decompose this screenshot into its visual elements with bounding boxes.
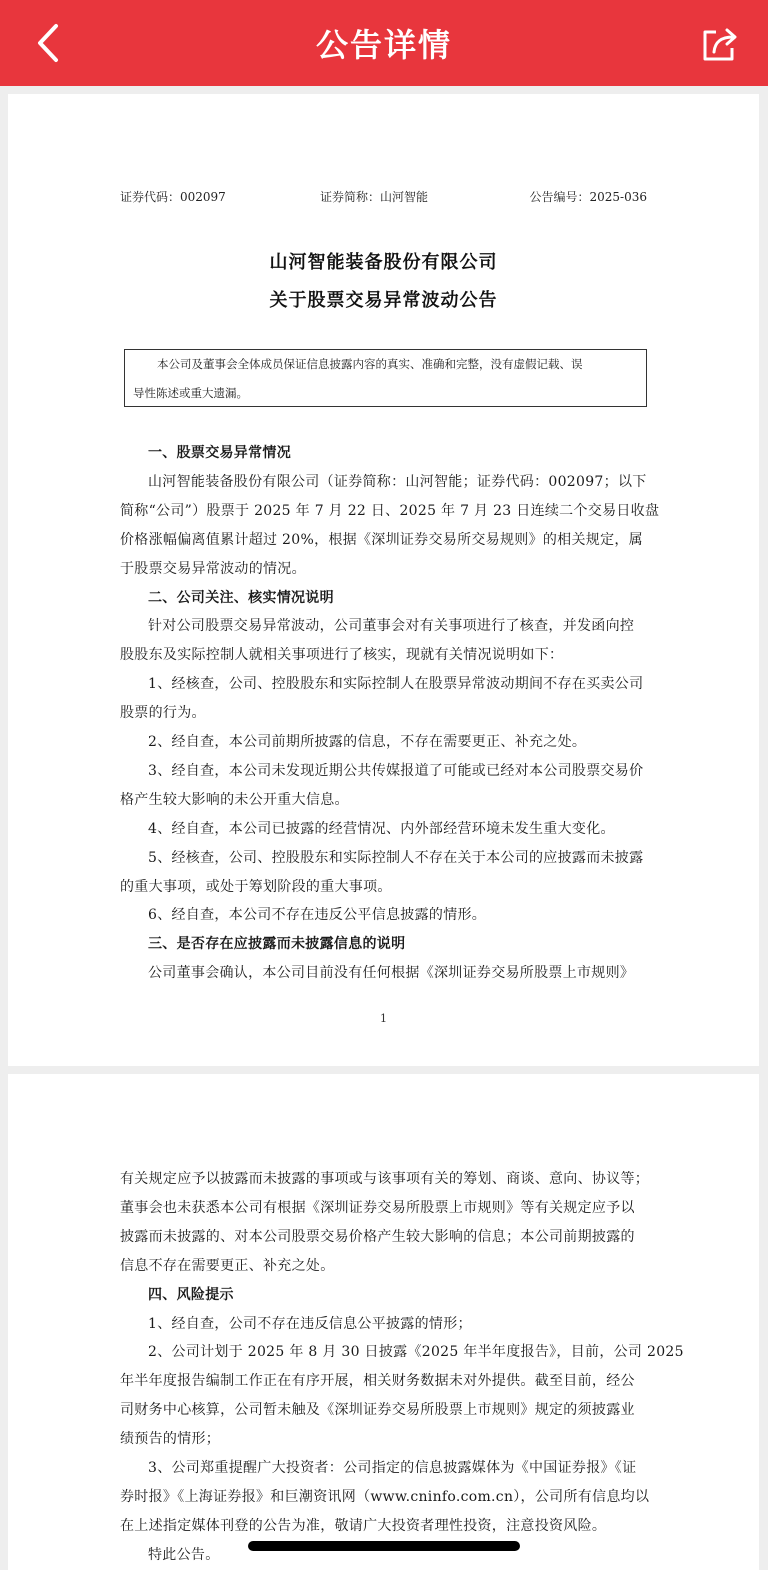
body-line: 格产生较大影响的未公开重大信息。 — [120, 791, 349, 808]
body-line: 5、经核查，公司、控股股东和实际控制人不存在关于本公司的应披露而未披露 — [148, 849, 644, 866]
section-heading: 四、风险提示 — [148, 1286, 234, 1303]
body-line: 4、经自查，本公司已披露的经营情况、内外部经营环境未发生重大变化。 — [148, 820, 615, 837]
body-line: 股票的行为。 — [120, 705, 206, 722]
page-title: 公告详情 — [315, 26, 452, 64]
body-line: 2、经自查，本公司前期所披露的信息，不存在需要更正、补充之处。 — [148, 734, 587, 750]
body-line: 1、经核查，公司、控股股东和实际控制人在股票异常波动期间不存在买卖公司 — [148, 676, 644, 693]
disclaimer-line: 导性陈述或重大遗漏。 — [133, 386, 248, 400]
body-line: 特此公告。 — [148, 1546, 220, 1563]
body-line: 的重大事项，或处于筹划阶段的重大事项。 — [120, 878, 392, 895]
body-line: 3、公司郑重提醒广大投资者：公司指定的信息披露媒体为《中国证券报》《证 — [148, 1460, 637, 1476]
security-code: 证券代码：002097 — [120, 190, 226, 204]
body-line: 3、经自查，本公司未发现近期公共传媒报道了可能或已经对本公司股票交易价 — [148, 762, 644, 779]
section-heading: 三、是否存在应披露而未披露信息的说明 — [148, 936, 406, 953]
body-line: 山河智能装备股份有限公司（证券简称：山河智能；证券代码：002097；以下 — [148, 473, 647, 490]
home-indicator — [248, 1541, 520, 1551]
section-heading: 一、股票交易异常情况 — [148, 445, 291, 461]
body-line: 6、经自查，本公司不存在违反公平信息披露的情形。 — [148, 907, 487, 924]
body-line: 券时报》《上海证券报》和巨潮资讯网（www.cninfo.com.cn），公司所有信息均以 — [120, 1488, 650, 1505]
body-line: 披露而未披露的、对本公司股票交易价格产生较大影响的信息；本公司前期披露的 — [120, 1228, 635, 1245]
body-line: 于股票交易异常波动的情况。 — [120, 560, 306, 577]
body-line: 绩预告的情形； — [120, 1431, 221, 1448]
body-line: 针对公司股票交易异常波动，公司董事会对有关事项进行了核查，并发函向控 — [148, 618, 635, 635]
share-icon[interactable] — [700, 24, 740, 64]
body-line: 司财务中心核算，公司暂未触及《深圳证券交易所股票上市规则》规定的须披露业 — [120, 1402, 635, 1419]
company-title: 山河智能装备股份有限公司 — [269, 252, 498, 273]
body-line: 信息不存在需要更正、补充之处。 — [120, 1257, 335, 1274]
body-line: 价格涨幅偏离值累计超过 20%，根据《深圳证券交易所交易规则》的相关规定，属 — [120, 531, 643, 548]
announcement-title: 关于股票交易异常波动公告 — [269, 290, 498, 311]
announcement-number: 公告编号：2025-036 — [529, 190, 647, 204]
body-line: 1、经自查，公司不存在违反信息公平披露的情形； — [148, 1315, 472, 1332]
document-page-2 — [8, 1074, 759, 1570]
disclaimer-box — [124, 349, 647, 407]
top-bar — [0, 0, 768, 86]
body-line: 在上述指定媒体刊登的公告为准，敬请广大投资者理性投资，注意投资风险。 — [120, 1517, 607, 1534]
document-page-1 — [8, 94, 759, 1066]
body-line: 股股东及实际控制人就相关事项进行了核实，现就有关情况说明如下： — [120, 647, 564, 664]
section-heading: 二、公司关注、核实情况说明 — [148, 589, 334, 606]
body-line: 公司董事会确认，本公司目前没有任何根据《深圳证券交易所股票上市规则》 — [148, 965, 635, 982]
body-line: 年半年度报告编制工作正在有序开展，相关财务数据未对外提供。截至目前，经公 — [120, 1373, 635, 1390]
page-number: 1 — [380, 1012, 387, 1025]
security-abbreviation: 证券简称：山河智能 — [320, 190, 429, 204]
body-line: 简称“公司”）股票于 2025 年 7 月 22 日、2025 年 7 月 23 日连续二个交易日收盘 — [120, 502, 660, 519]
body-line: 有关规定应予以披露而未披露的事项或与该事项有关的筹划、商谈、意向、协议等； — [120, 1171, 650, 1187]
body-line: 2、公司计划于 2025 年 8 月 30 日披露《2025 年半年度报告》，目前，公司 2025 — [148, 1344, 684, 1361]
body-line: 董事会也未获悉本公司有根据《深圳证券交易所股票上市规则》等有关规定应予以 — [120, 1199, 635, 1216]
disclaimer-line: 本公司及董事会全体成员保证信息披露内容的真实、准确和完整，没有虚假记载、误 — [157, 357, 583, 371]
